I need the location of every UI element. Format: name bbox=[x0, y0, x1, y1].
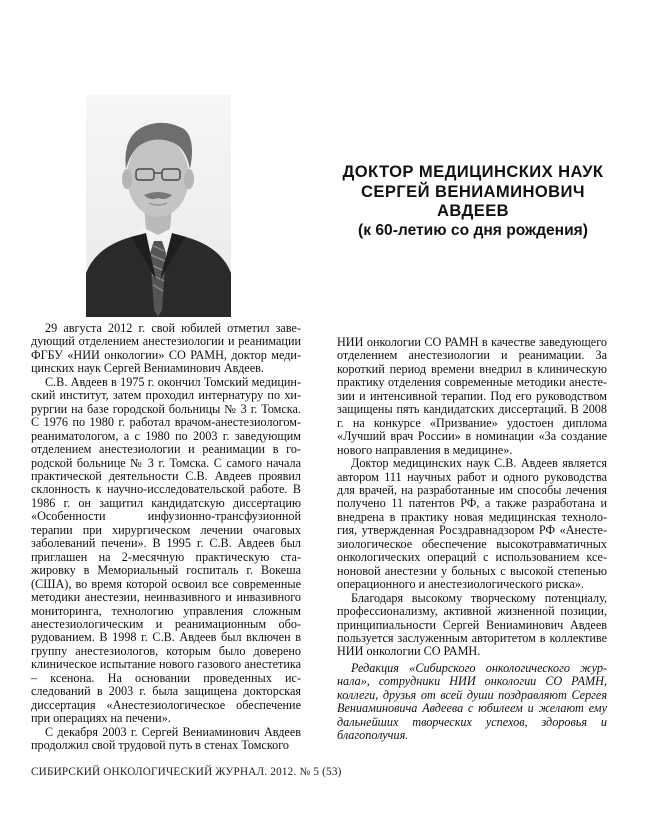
right-paragraph-2: Доктор медицинских наук С.В. Авдеев является автором 111 научных работ и одного руководства для врачей, на разработанные им способы лечения получено 11 патентов РФ, а также разработана и внедрена в практику новая медицинская технология, утвержденная Росздравнадзором РФ «Анестезиологическое обеспечение высокотравматичных онкологических операций с использованием ксеноновой анестезии у больных с высокой степенью операционного и анестезиологического риска». bbox=[337, 456, 607, 592]
left-paragraph-3: С декабря 2003 г. Сергей Вениаминович Авдеев продолжил свой трудовой путь в стенах Томского bbox=[31, 724, 301, 753]
left-paragraph-2: С.В. Авдеев в 1975 г. окончил Томский медицинский институт, затем проходил интернатуру по хирургии на базе городской больницы № 3 г. Томска. С 1976 по 1980 г. работал врачом-анестезиологом-реаниматологом, а с 1980 по 2003 г. заведующим отделением анестезиологии и реанимации в городской больнице № 3 г. Томска. С самого начала практической деятельности С.В. Авдеев проявил склонность к научно-исследовательской работе. В 1986 г. он защитил кандидатскую диссертацию «Особенности инфузионно-трансфузионной терапии при хирургическом лечении очаговых заболеваний печени». В 1995 г. С.В. Авдеев был приглашен на 2-месячную практическую стажировку в Мемориальный госпиталь г. Вокеша (США), во время которой освоил все современные методики анестезии, неинвазивного и инвазивного мониторинга, технологию управления сложным анестезиологическим и реанимационным оборудованием. В 1998 г. С.В. Авдеев был включен в группу анестезиологов, которым было доверено клиническое испытание нового газового анестетика – ксенона. На основании проведенных исследований в 2003 г. была защищена докторская диссертация «Анестезиологическое обеспечение при операциях на печени». bbox=[31, 374, 301, 726]
left-column bbox=[31, 322, 301, 753]
portrait-photo bbox=[86, 95, 231, 317]
title-line-2: СЕРГЕЙ ВЕНИАМИНОВИЧ bbox=[361, 181, 585, 201]
article-title bbox=[323, 162, 623, 240]
title-subtitle: (к 60-летию со дня рождения) bbox=[358, 221, 588, 239]
title-line-3: АВДЕЕВ bbox=[436, 201, 510, 220]
title-line-1: ДОКТОР МЕДИЦИНСКИХ НАУК bbox=[342, 162, 604, 181]
journal-footer: СИБИРСКИЙ ОНКОЛОГИЧЕСКИЙ ЖУРНАЛ. 2012. № 5 (53) bbox=[31, 766, 342, 778]
portrait-icon bbox=[86, 95, 231, 317]
right-paragraph-3: Благодаря высокому творческому потенциалу, профессионализму, активной жизненной позиции, принципиальности Сергей Вениаминович Авдеев пользуется заслуженным авторитетом в коллективе НИИ онкологии СО РАМН. bbox=[337, 590, 607, 659]
right-column bbox=[337, 336, 607, 743]
right-paragraph-1: НИИ онкологии СО РАМН в качестве заведующего отделением анестезиологии и реанимации. За короткий период времени внедрил в клиническую практику отделения современные методики анестезии и интенсивной терапии. Под его руководством защищены пять кандидатских диссертаций. В 2008 г. на конкурсе «Призвание» удостоен диплома «Лучший врач России» в номинации «За создание нового направления в медицине». bbox=[337, 335, 607, 457]
right-paragraph-greeting: Редакция «Сибирского онкологического журнала», сотрудники НИИ онкологии СО РАМН, коллеги, друзья от всей души поздравляют Сергея Вениаминовича Авдеева с юбилеем и желают ему дальнейших творческих успехов, здоровья и благополучия. bbox=[337, 660, 607, 743]
left-paragraph-1: 29 августа 2012 г. свой юбилей отметил заведующий отделением анестезиологии и реанимации ФГБУ «НИИ онкологии» СО РАМН, доктор медицинских наук Сергей Вениаминович Авдеев. bbox=[31, 321, 301, 376]
